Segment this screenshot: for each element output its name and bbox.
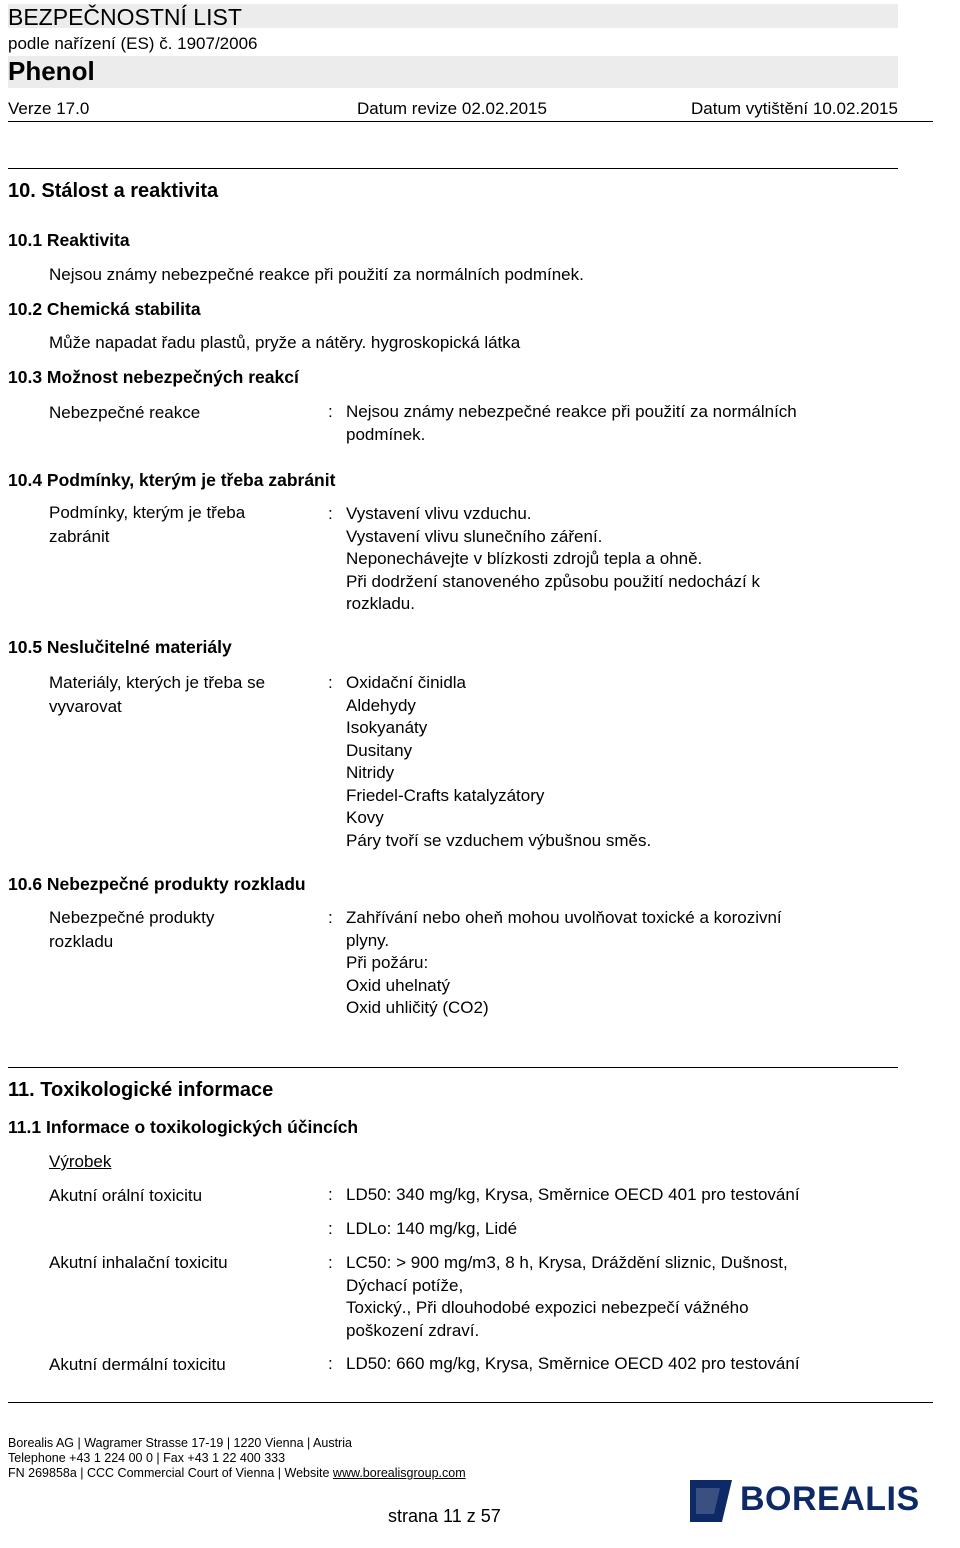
reactivity-text: Nejsou známy nebezpečné reakce při použití za normálních podmínek. (49, 265, 584, 284)
decomposition-products-label (49, 906, 314, 954)
label-line: Nebezpečné produkty (49, 908, 215, 927)
hazardous-reactions-value (346, 401, 906, 446)
section-10-4-heading: 10.4 Podmínky, kterým je třeba zabránit (8, 470, 336, 490)
acute-oral-label: Akutní orální toxicitu (49, 1186, 203, 1205)
value-line: rozkladu. (346, 594, 415, 613)
footer-registration-text: FN 269858a | CCC Commercial Court of Vienna | Website (8, 1466, 333, 1480)
label-line: Materiály, kterých je třeba se (49, 673, 266, 692)
acute-oral-value-1: LD50: 340 mg/kg, Krysa, Směrnice OECD 401 pro testování (346, 1185, 800, 1204)
stability-text: Může napadat řadu plastů, pryže a nátěry. hygroskopická látka (49, 333, 521, 352)
colon: : (328, 1354, 333, 1373)
footer-registration (8, 1466, 466, 1481)
colon: : (328, 1253, 333, 1272)
value-line: Oxid uhelnatý (346, 975, 450, 995)
footer-phone: Telephone +43 1 224 00 0 | Fax +43 1 22 400 333 (8, 1451, 286, 1465)
value-line: poškození zdraví. (346, 1320, 480, 1340)
section-10-rule (8, 168, 898, 169)
section-10-6-heading: 10.6 Nebezpečné produkty rozkladu (8, 874, 306, 894)
section-11-1-heading: 11.1 Informace o toxikologických účincích (8, 1117, 359, 1137)
value-line: podmínek. (346, 424, 426, 444)
value-line: Friedel-Crafts katalyzátory (346, 785, 545, 805)
section-10-1-heading: 10.1 Reaktivita (8, 230, 130, 250)
section-11-heading: 11. Toxikologické informace (8, 1079, 274, 1101)
label-line: rozkladu (49, 932, 114, 951)
value-line: Dusitany (346, 740, 413, 760)
colon: : (328, 673, 333, 692)
value-line: Zahřívání nebo oheň mohou uvolňovat toxické a korozivní (346, 908, 782, 927)
incompatible-materials-value (346, 672, 906, 852)
value-line: Kovy (346, 808, 384, 827)
revision-date: Datum revize 02.02.2015 (357, 99, 547, 118)
decomposition-products-value (346, 907, 906, 1020)
value-line: Páry tvoří se vzduchem výbušnou směs. (346, 830, 652, 850)
value-line: Při dodržení stanoveného způsobu použití nedochází k (346, 571, 760, 591)
acute-inhalation-label: Akutní inhalační toxicitu (49, 1253, 228, 1272)
acute-dermal-value: LD50: 660 mg/kg, Krysa, Směrnice OECD 402 pro testování (346, 1354, 800, 1373)
value-line: Isokyanáty (346, 718, 428, 737)
value-line: Nejsou známy nebezpečné reakce při použití za normálních (346, 402, 797, 421)
value-line: Vystavení vlivu slunečního záření. (346, 526, 603, 546)
value-line: Toxický., Při dlouhodobé expozici nebezpečí vážného (346, 1298, 749, 1317)
colon: : (328, 908, 333, 927)
product-name: Phenol (8, 56, 95, 86)
value-line: Oxidační činidla (346, 673, 467, 692)
value-line: Aldehydy (346, 695, 416, 715)
conditions-value (346, 503, 906, 616)
print-date: Datum vytištění 10.02.2015 (691, 99, 898, 118)
acute-oral-value-2: LDLo: 140 mg/kg, Lidé (346, 1219, 518, 1238)
section-10-5-heading: 10.5 Neslučitelné materiály (8, 637, 232, 657)
colon: : (328, 1219, 333, 1238)
value-line: Nitridy (346, 763, 395, 782)
label-line: vyvarovat (49, 697, 122, 716)
label-line: zabránit (49, 527, 110, 546)
borealis-logo-text: BOREALIS (740, 1480, 920, 1518)
colon: : (328, 1185, 333, 1204)
website-link[interactable]: www.borealisgroup.com (332, 1466, 466, 1480)
page-number: strana 11 z 57 (388, 1506, 501, 1526)
value-line: Vystavení vlivu vzduchu. (346, 504, 532, 523)
product-subheading: Výrobek (49, 1152, 112, 1171)
conditions-label (49, 501, 314, 549)
footer-divider (8, 1402, 933, 1403)
value-line: Oxid uhličitý (CO2) (346, 998, 489, 1017)
value-line: Dýchací potíže, (346, 1275, 464, 1295)
section-10-2-heading: 10.2 Chemická stabilita (8, 299, 201, 319)
section-10-3-heading: 10.3 Možnost nebezpečných reakcí (8, 367, 299, 387)
version-text: Verze 17.0 (8, 99, 90, 118)
value-line: LC50: > 900 mg/m3, 8 h, Krysa, Dráždění sliznic, Dušnost, (346, 1253, 788, 1272)
section-10-heading: 10. Stálost a reaktivita (8, 180, 219, 202)
colon: : (328, 504, 333, 523)
header-divider (8, 121, 933, 122)
document-title: BEZPEČNOSTNÍ LIST (8, 4, 242, 30)
section-11-rule (8, 1067, 898, 1068)
header-product-band (8, 56, 898, 88)
regulation-text: podle nařízení (ES) č. 1907/2006 (8, 34, 258, 53)
acute-dermal-label: Akutní dermální toxicitu (49, 1355, 226, 1374)
hazardous-reactions-label: Nebezpečné reakce (49, 403, 201, 422)
label-line: Podmínky, kterým je třeba (49, 503, 246, 522)
colon: : (328, 402, 333, 421)
value-line: Při požáru: (346, 953, 429, 972)
acute-inhalation-value (346, 1252, 906, 1342)
incompatible-materials-label (49, 671, 314, 719)
footer-address: Borealis AG | Wagramer Strasse 17-19 | 1220 Vienna | Austria (8, 1436, 352, 1450)
value-line: Neponechávejte v blízkosti zdrojů tepla a ohně. (346, 549, 703, 568)
value-line: plyny. (346, 930, 390, 950)
